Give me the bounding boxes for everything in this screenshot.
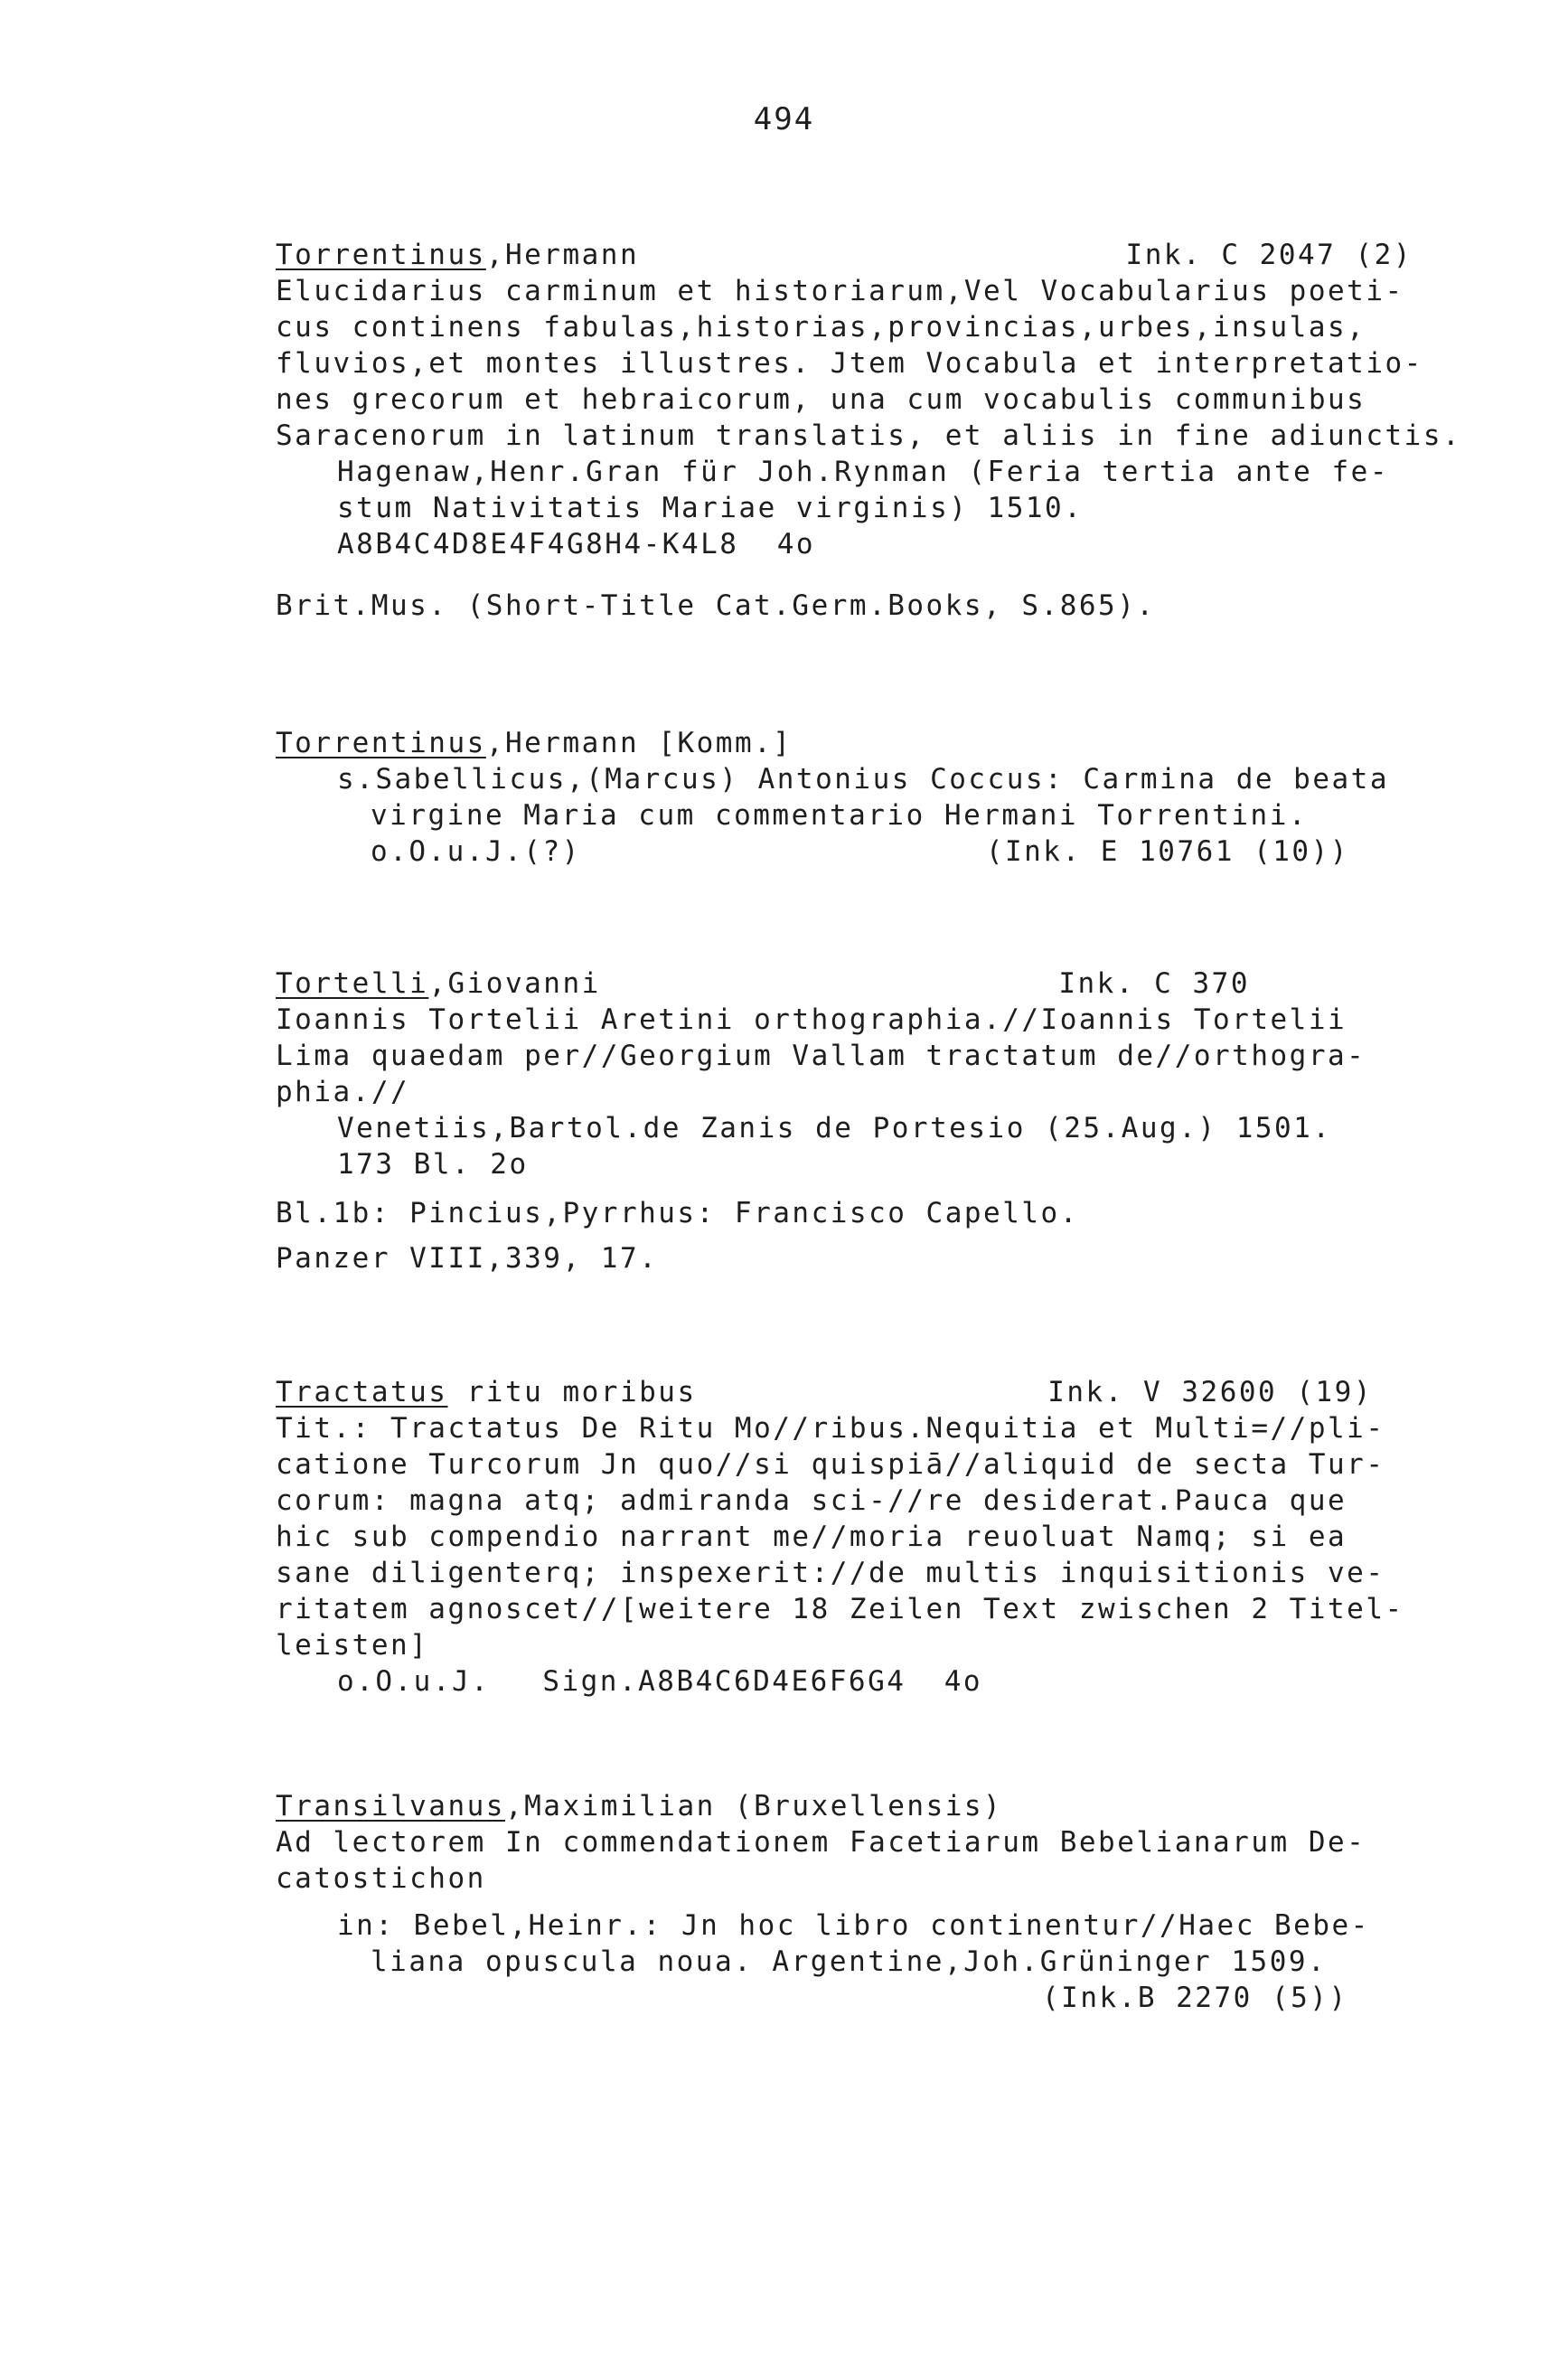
author-surname: Torrentinus [276, 727, 486, 759]
catalog-entry [276, 965, 1451, 1276]
signature-formula: Sign.A8B4C6D4E6F6G4 4o [542, 1665, 983, 1698]
title-line: Saracenorum in latinum translatis, et aliis in fine adiunctis. [276, 419, 1462, 452]
imprint-line [276, 1663, 1451, 1700]
entry-heading [276, 237, 1451, 273]
title-line: leisten] [276, 1629, 429, 1662]
author-forename: ,Hermann [485, 239, 640, 271]
entry-heading [276, 1374, 1451, 1410]
call-number: Ink. C 370 [1058, 967, 1250, 1000]
author-surname: Tortelli [276, 967, 429, 1000]
note-line: Bl.1b: Pincius,Pyrrhus: Francisco Capello. [276, 1197, 1079, 1229]
author-surname: Transilvanus [276, 1790, 505, 1822]
catalog-entry [276, 1788, 1451, 2016]
title-line: phia.// [276, 1076, 410, 1108]
title-line: fluvios,et montes illustres. Jtem Vocabula et interpretatio- [276, 347, 1423, 380]
author-forename: ,Maximilian (Bruxellensis) [504, 1790, 1003, 1822]
page-number: 494 [753, 101, 815, 137]
in-reference-line: in: Bebel,Heinr.: Jn hoc libro continentur//Haec Bebe- [337, 1909, 1370, 1942]
imprint-line [276, 834, 1451, 870]
author-surname: Torrentinus [276, 239, 486, 271]
title-line: sane diligenterq; inspexerit://de multis inquisitionis ve- [276, 1557, 1385, 1589]
cross-reference-line: s.Sabellicus,(Marcus) Antonius Coccus: Carmina de beata [337, 763, 1389, 796]
bibliographic-reference: Brit.Mus. (Short-Title Cat.Germ.Books, S.865). [276, 589, 1156, 622]
imprint-line: 173 Bl. 2o [337, 1148, 529, 1181]
entry-heading [276, 725, 1451, 761]
call-number: (Ink.B 2270 (5)) [1042, 1982, 1348, 2014]
title-line: corum: magna atq; admiranda sci-//re desiderat.Pauca que [276, 1484, 1347, 1517]
catalog-entry [276, 1374, 1451, 1700]
title-line: Elucidarius carminum et historiarum,Vel Vocabularius poeti- [276, 275, 1404, 307]
imprint-line: Venetiis,Bartol.de Zanis de Portesio (25.Aug.) 1501. [337, 1112, 1332, 1144]
title-line: Lima quaedam per//Georgium Vallam tractatum de//orthogra- [276, 1040, 1366, 1072]
author-surname: Tractatus [276, 1376, 448, 1408]
title-line: Ioannis Tortelii Aretini orthographia.//Ioannis Tortelii [276, 1003, 1347, 1036]
title-line: hic sub compendio narrant me//moria reuoluat Namq; si ea [276, 1521, 1347, 1553]
bibliographic-reference: Panzer VIII,339, 17. [276, 1242, 659, 1275]
author-forename: ,Giovanni [428, 967, 601, 1000]
imprint-short: o.O.u.J.(?) [371, 835, 581, 868]
imprint-line: stum Nativitatis Mariae virginis) 1510. [337, 492, 1084, 524]
imprint-line: Hagenaw,Henr.Gran für Joh.Rynman (Feria tertia ante fe- [337, 456, 1389, 488]
title-line: catione Turcorum Jn quo//si quispiā//aliquid de secta Tur- [276, 1448, 1385, 1481]
title-line: Tit.: Tractatus De Ritu Mo//ribus.Nequitia et Multi=//pli- [276, 1412, 1385, 1445]
catalog-entry [276, 237, 1462, 624]
call-number: Ink. V 32600 (19) [1047, 1376, 1373, 1408]
call-number: Ink. C 2047 (2) [1125, 239, 1413, 271]
title-line: nes grecorum et hebraicorum, una cum vocabulis communibus [276, 383, 1366, 416]
in-reference-line: liana opuscula noua. Argentine,Joh.Grüninger 1509. [371, 1945, 1328, 1978]
title-line: Ad lectorem In commendationem Facetiarum Bebelianarum De- [276, 1826, 1366, 1859]
title-line: catostichon [276, 1862, 486, 1895]
imprint-short: o.O.u.J. [337, 1665, 491, 1698]
call-number: (Ink. E 10761 (10)) [985, 835, 1349, 868]
title-line: ritatem agnoscet//[weitere 18 Zeilen Text zwischen 2 Titel- [276, 1593, 1404, 1625]
catalog-entry [276, 725, 1451, 870]
title-rest: ritu moribus [447, 1376, 697, 1408]
signature-formula: A8B4C4D8E4F4G8H4-K4L8 4o [337, 528, 816, 560]
entry-heading [276, 1788, 1451, 1824]
entry-heading [276, 965, 1451, 1002]
author-forename: ,Hermann [Komm.] [485, 727, 793, 759]
title-line: cus continens fabulas,historias,provincias,urbes,insulas, [276, 311, 1366, 344]
cross-reference-line: virgine Maria cum commentario Hermani Torrentini. [371, 799, 1309, 832]
